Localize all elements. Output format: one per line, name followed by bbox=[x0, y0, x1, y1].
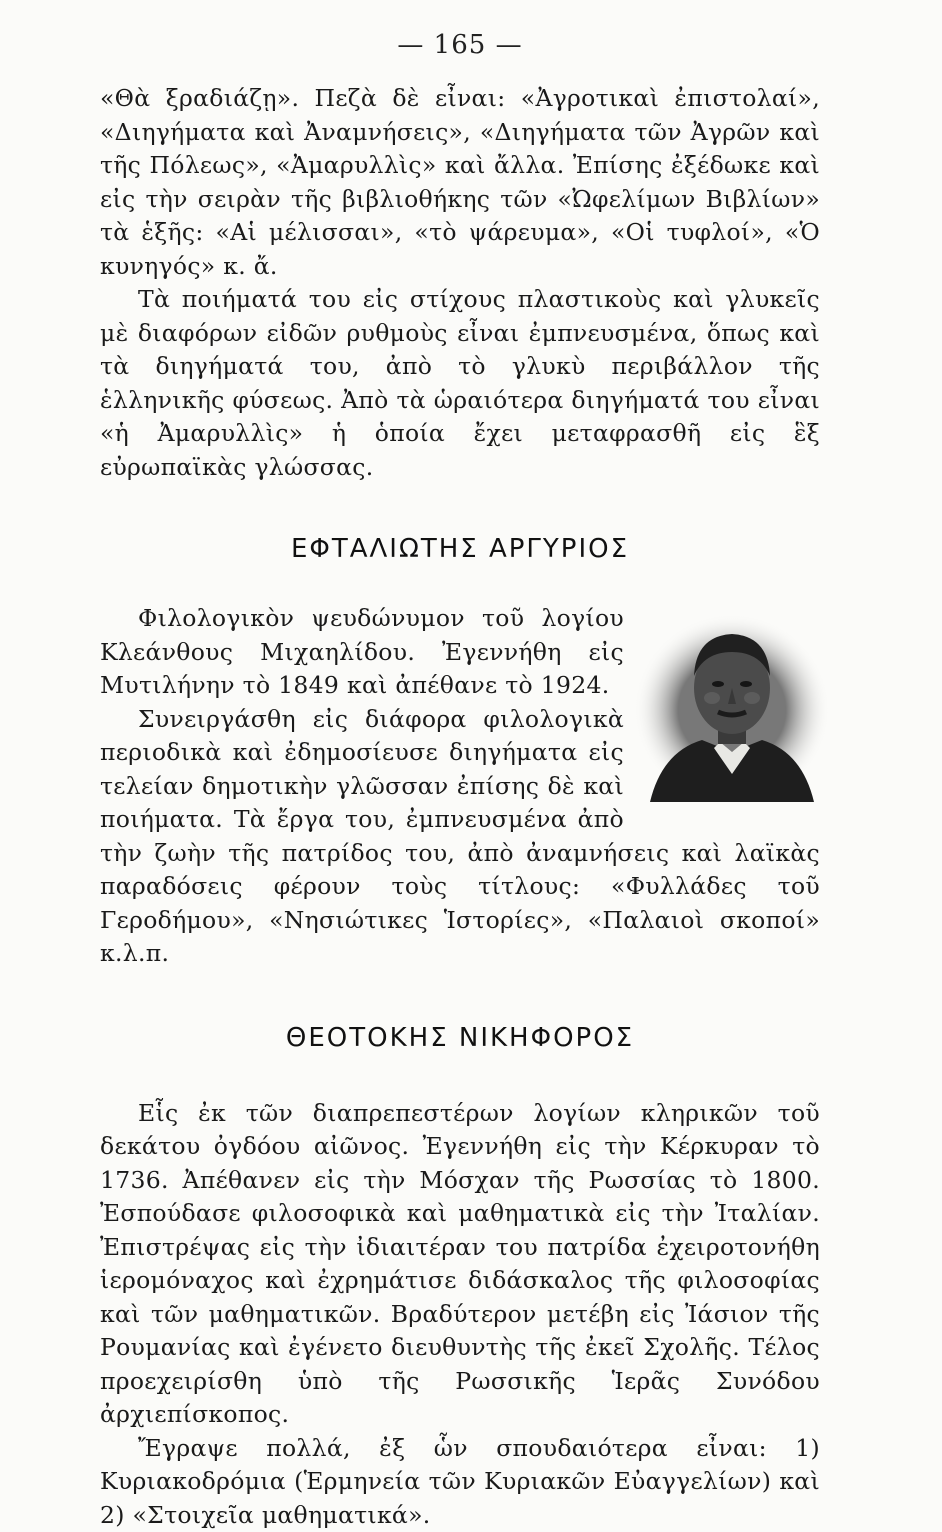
theotokis-paragraph-2: Ἔγραψε πολλά, ἐξ ὧν σπουδαιότερα εἶναι: 1) Κυριακοδρόμια (Ἑρμηνεία τῶν Κυριακῶν Εὐαγγελίων) καὶ 2) «Στοιχεῖα μαθηματικά». bbox=[100, 1432, 820, 1532]
portrait-photo bbox=[632, 602, 832, 802]
section-heading-theotokis: ΘΕΟΤΟΚΗΣ ΝΙΚΗΦΟΡΟΣ bbox=[100, 1023, 820, 1053]
book-page bbox=[100, 30, 820, 1532]
section-heading-eftaliotis: ΕΦΤΑΛΙΩΤΗΣ ΑΡΓΥΡΙΟΣ bbox=[100, 534, 820, 564]
intro-paragraph-2: Τὰ ποιήματά του εἰς στίχους πλαστικοὺς καὶ γλυκεῖς μὲ διαφόρων εἰδῶν ρυθμοὺς εἶναι ἐμπνευσμένα, ὅπως καὶ τὰ διηγήματά του, ἀπὸ τὸ γλυκὺ περιβάλλον τῆς ἑλληνικῆς φύσεως. Ἀπὸ τὰ ὡραιότερα διηγήματά του εἶναι «ἡ Ἀμαρυλλὶς» ἡ ὁποία ἔχει μεταφρασθῆ εἰς ἓξ εὐρωπαϊκὰς γλώσσας. bbox=[100, 283, 820, 484]
eftaliotis-paragraph-2: Συνειργάσθη εἰς διάφορα φιλολογικὰ περιοδικὰ καὶ ἐδημοσίευσε διηγήματα εἰς τελείαν δημοτικὴν γλῶσσαν ἐπίσης δὲ καὶ ποιήματα. Τὰ ἔργα του, ἐμπνευσμένα ἀπὸ τὴν ζωὴν τῆς πατρίδος του, ἀπὸ ἀναμνήσεις καὶ λαϊκὰς παραδόσεις φέρουν τοὺς τίτλους: «Φυλλάδες τοῦ Γεροδήμου», «Νησιώτικες Ἱστορίες», «Παλαιοὶ σκοποί» κ.λ.π. bbox=[100, 703, 820, 971]
theotokis-paragraph-1: Εἷς ἐκ τῶν διαπρεπεστέρων λογίων κληρικῶν τοῦ δεκάτου ὀγδόου αἰῶνος. Ἐγεννήθη εἰς τὴν Κέρκυραν τὸ 1736. Ἀπέθανεν εἰς τὴν Μόσχαν τῆς Ρωσσίας τὸ 1800. Ἐσπούδασε φιλοσοφικὰ καὶ μαθηματικὰ εἰς τὴν Ἰταλίαν. Ἐπιστρέψας εἰς τὴν ἰδιαιτέραν του πατρίδα ἐχειροτονήθη ἱερομόναχος καὶ ἐχρημάτισε διδάσκαλος τῆς φιλοσοφίας καὶ τῶν μαθηματικῶν. Βραδύτερον μετέβη εἰς Ἰάσιον τῆς Ρουμανίας καὶ ἐγένετο διευθυντὴς τῆς ἐκεῖ Σχολῆς. Τέλος προεχειρίσθη ὑπὸ τῆς Ρωσσικῆς Ἱερᾶς Συνόδου ἀρχιεπίσκοπος. bbox=[100, 1097, 820, 1432]
intro-paragraph-1: «Θὰ ξραδιάζῃ». Πεζὰ δὲ εἶναι: «Ἀγροτικαὶ ἐπιστολαί», «Διηγήματα καὶ Ἀναμνήσεις», «Διηγήματα τῶν Ἀγρῶν καὶ τῆς Πόλεως», «Ἀμαρυλλὶς» καὶ ἄλλα. Ἐπίσης ἐξέδωκε καὶ εἰς τὴν σειρὰν τῆς βιβλιοθήκης τῶν «Ὠφελίμων Βιβλίων» τὰ ἑξῆς: «Αἱ μέλισσαι», «τὸ ψάρευμα», «Οἱ τυφλοί», «Ὁ κυνηγός» κ. ἄ. bbox=[100, 82, 820, 283]
eftaliotis-paragraph-1: Φιλολογικὸν ψευδώνυμον τοῦ λογίου Κλεάνθους Μιχαηλίδου. Ἐγεννήθη εἰς Μυτιλήνην τὸ 1849 καὶ ἀπέθανε τὸ 1924. bbox=[100, 602, 820, 703]
page-number: — 165 — bbox=[100, 30, 820, 60]
